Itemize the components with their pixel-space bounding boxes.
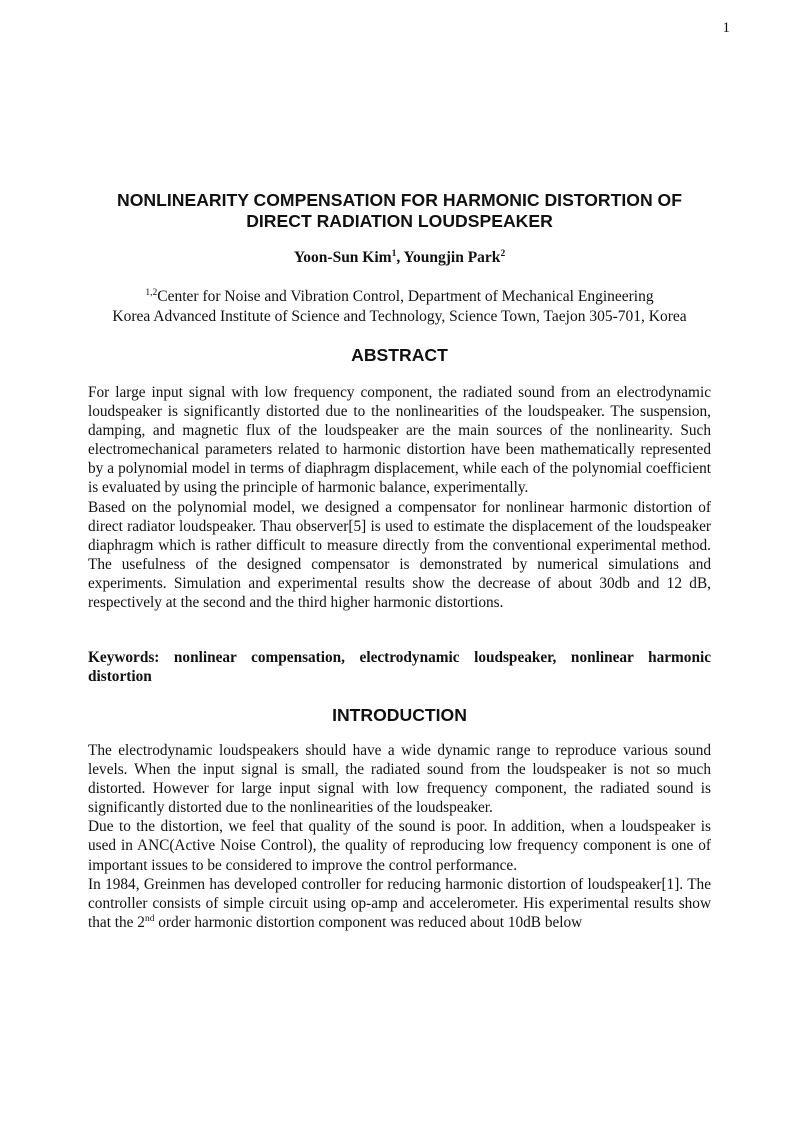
author-name-1: Yoon-Sun Kim	[293, 249, 392, 266]
author-affiliation-mark-1: 1	[391, 249, 397, 259]
introduction-paragraph-tail: order harmonic distortion component was reduced about 10dB below	[154, 913, 583, 931]
author-separator: ,	[396, 249, 404, 266]
introduction-paragraph: The electrodynamic loudspeakers should have a wide dynamic range to reproduce various sound levels. When the input signal is small, the radiated sound from the loudspeaker is not so much distorted. However for large input signal with low frequency component, the radiated sound is significantly distorted due to the nonlinearities of the loudspeaker.	[88, 742, 711, 817]
affiliation	[88, 287, 711, 327]
author-affiliation-mark-2: 2	[500, 249, 506, 259]
author-list	[88, 249, 711, 267]
abstract-body	[88, 383, 711, 612]
introduction-paragraph-text: In 1984, Greinmen has developed controller for reducing harmonic distortion of loudspeaker[1]. The controller consists of simple circuit using op-amp and accelerometer. His experimental results show that the 2	[88, 875, 711, 931]
keywords: Keywords: nonlinear compensation, electrodynamic loudspeaker, nonlinear harmonic distortion	[88, 649, 711, 685]
introduction-paragraph: Due to the distortion, we feel that quality of the sound is poor. In addition, when a loudspeaker is used in ANC(Active Noise Control), the quality of reproducing low frequency component is one of important issues to be considered to improve the control performance.	[88, 818, 711, 874]
abstract-heading: ABSTRACT	[351, 345, 448, 365]
affiliation-line-2: Korea Advanced Institute of Science and Technology, Science Town, Taejon 305-701, Korea	[112, 308, 687, 325]
paper-title-line-2: DIRECT RADIATION LOUDSPEAKER	[246, 211, 553, 231]
paper-title	[88, 190, 711, 232]
introduction-heading: INTRODUCTION	[332, 705, 467, 725]
introduction-paragraph	[88, 875, 711, 932]
affiliation-department: Center for Noise and Vibration Control, Department of Mechanical Engineering	[157, 288, 654, 305]
introduction-body	[88, 741, 711, 932]
affiliation-mark: 1,2	[145, 288, 158, 298]
abstract-paragraph: Based on the polynomial model, we designed a compensator for nonlinear harmonic distortion of direct radiator loudspeaker. Thau observer[5] is used to estimate the displacement of the loudspeaker diaphragm which is rather difficult to measure directly from the conventional experimental method. The usefulness of the designed compensator is demonstrated by numerical simulations and experiments. Simulation and experimental results show the decrease of about 30db and 12 dB, respectively at the second and the third higher harmonic distortions.	[88, 498, 711, 612]
affiliation-line-1	[88, 287, 711, 307]
page-number: 1	[722, 20, 730, 36]
author-name-2: Youngjin Park	[403, 249, 501, 266]
paper-title-line-1: NONLINEARITY COMPENSATION FOR HARMONIC DISTORTION OF	[117, 190, 682, 210]
abstract-paragraph: For large input signal with low frequency component, the radiated sound from an electrodynamic loudspeaker is significantly distorted due to the nonlinearities of the loudspeaker. The suspension, damping, and magnetic flux of the loudspeaker are the main sources of the nonlinearity. Such electromechanical parameters related to harmonic distortion have been mathematically represented by a polynomial model in terms of diaphragm displacement, while each of the polynomial coefficient is evaluated by using the principle of harmonic balance, experimentally.	[88, 384, 711, 497]
ordinal-suffix: nd	[144, 913, 155, 924]
